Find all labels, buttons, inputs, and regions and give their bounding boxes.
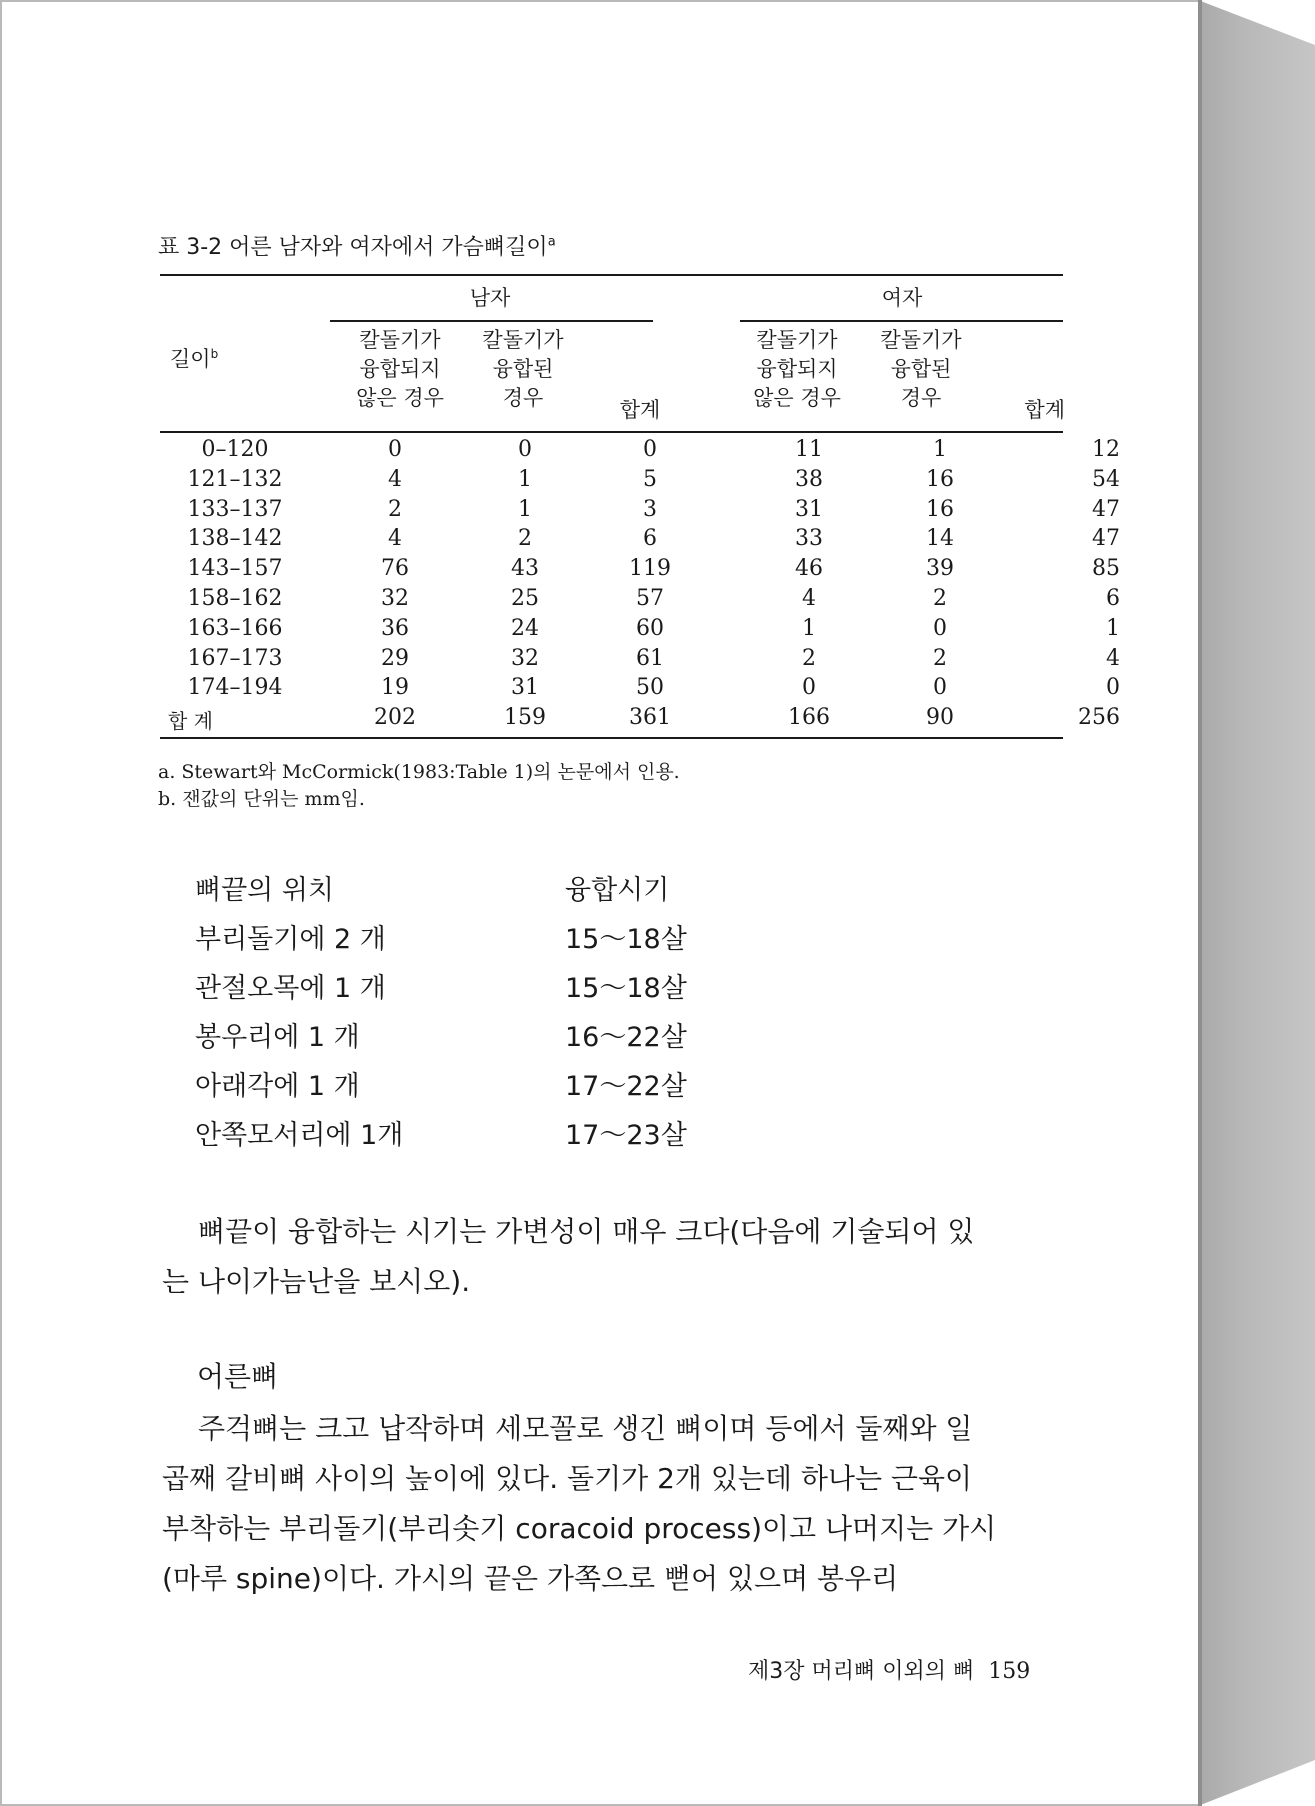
header-bottom-rule <box>160 431 1063 433</box>
table-row: 143–157 76 43 119 46 39 85 <box>187 556 1120 582</box>
male-fused-header: 칼돌기가 융합된 경우 <box>482 328 564 410</box>
table-caption: 표 3-2 어른 남자와 여자에서 가슴뼈길이$^a$ <box>158 234 556 260</box>
table-row: 167–173 29 32 61 2 2 4 <box>187 645 1120 671</box>
table-total-row: 합 계 202 159 361 166 90 256 <box>168 705 1120 734</box>
page-footer: 제3장 머리뼈 이외의 뼈 159 <box>748 1659 1031 1684</box>
table-row: 163–166 36 24 60 1 0 1 <box>187 615 1120 641</box>
footnote-a: a. Stewart와 McCormick(1983:Table 1)의 논문에서 인용. <box>158 761 680 783</box>
group-female-header: 여자 <box>881 286 923 310</box>
male-group-rule <box>330 320 653 322</box>
page-stack-edge <box>1198 0 1315 1806</box>
table-row: 0–120 0 0 0 11 1 12 <box>201 437 1120 462</box>
table-row: 138–142 4 2 6 33 14 47 <box>187 526 1120 552</box>
table-row: 158–162 32 25 57 4 2 6 <box>187 585 1120 611</box>
female-group-rule <box>740 320 1063 322</box>
footnote-b: b. 잰값의 단위는 mm임. <box>158 788 365 810</box>
table-body <box>160 437 1120 735</box>
table-row: 121–132 4 1 5 38 16 54 <box>187 466 1120 492</box>
table-row: 174–194 19 31 50 0 0 0 <box>187 675 1120 701</box>
male-total-header: 합계 <box>619 398 661 422</box>
female-unfused-header: 칼돌기가 융합되지 않은 경우 <box>753 328 841 410</box>
paragraph-scapula: 주걱뼈는 크고 납작하며 세모꼴로 생긴 뼈이며 등에서 둘째와 일 곱째 갈비뼈 사이의 높이에 있다. 돌기가 2개 있는데 하나는 근육이 부착하는 부리돌기(부리솟기 coracoid process)이고 나머지는 가시 (마루 spine)이다. 가시의 끝은 가쪽으로 뻗어 있으며 봉우리 <box>162 1412 997 1595</box>
page-edge-shadow <box>1198 0 1202 1806</box>
table-bottom-rule <box>160 737 1063 739</box>
paragraph-fusion-variability: 뼈끝이 융합하는 시기는 가변성이 매우 크다(다음에 기술되어 있 는 나이가늠난을 보시오). <box>162 1215 975 1298</box>
female-total-header: 합계 <box>1024 398 1065 422</box>
male-unfused-header: 칼돌기가 융합되지 않은 경우 <box>356 328 444 410</box>
table-top-rule <box>160 274 1063 276</box>
group-male-header: 남자 <box>469 286 511 310</box>
length-column-header: 길이$^b$ <box>170 347 219 371</box>
female-fused-header: 칼돌기가 융합된 경우 <box>880 328 962 410</box>
table-row: 133–137 2 1 3 31 16 47 <box>187 496 1120 522</box>
section-title: 어른뼈 <box>197 1360 279 1393</box>
